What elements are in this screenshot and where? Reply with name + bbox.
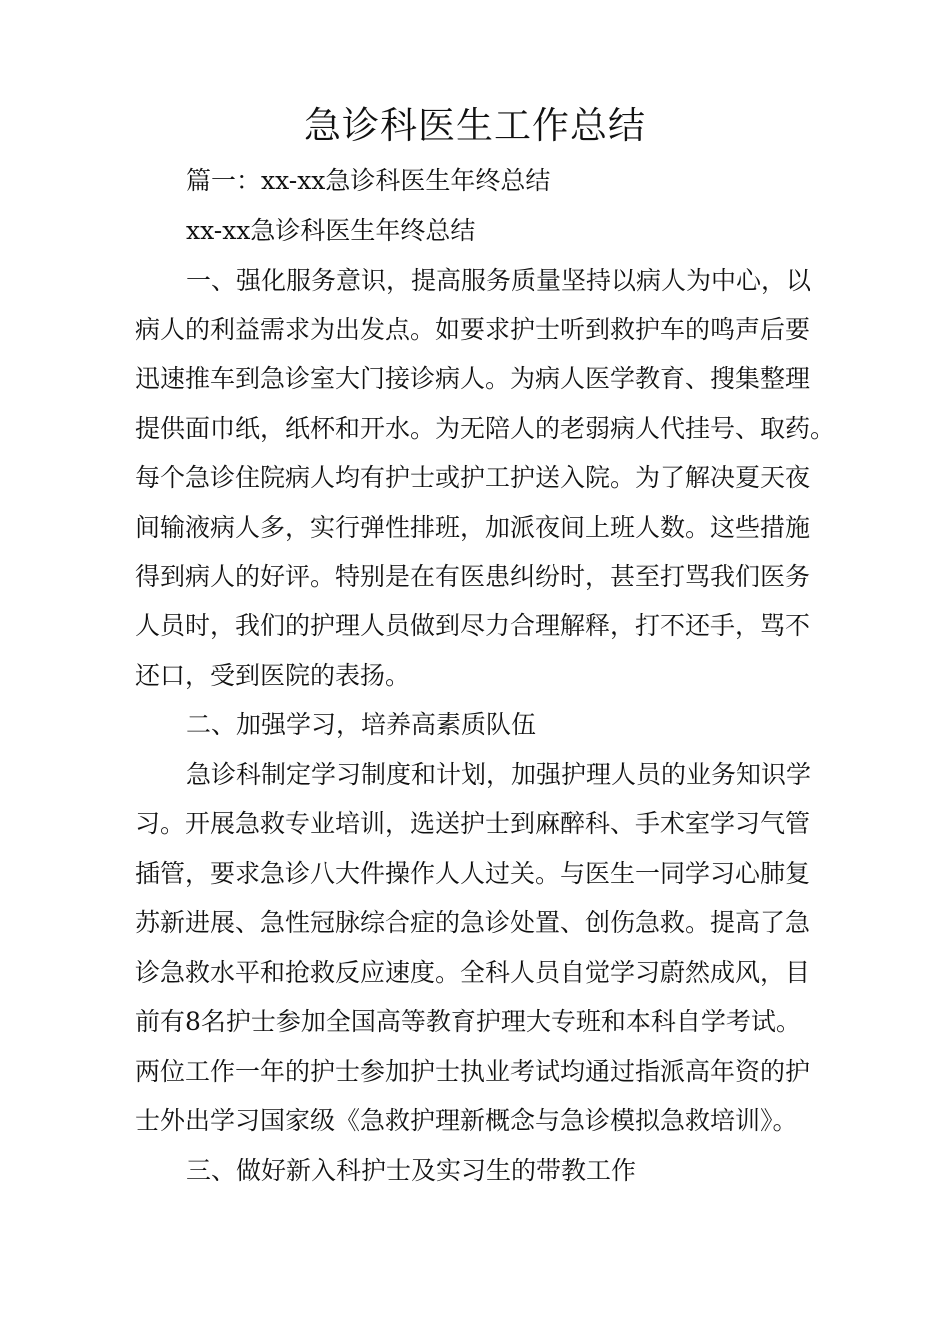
paragraph-line: 前有8名护士参加全国高等教育护理大专班和本科自学考试。 [135, 1007, 801, 1036]
document-title: 急诊科医生工作总结 [304, 104, 646, 147]
paragraph-line: 人员时，我们的护理人员做到尽力合理解释，打不还手，骂不 [135, 611, 811, 640]
paragraph-line: 急诊科制定学习制度和计划，加强护理人员的业务知识学 [186, 760, 812, 789]
paragraph-line: 间输液病人多，实行弹性排班，加派夜间上班人数。这些措施 [135, 513, 811, 542]
paragraph-line: 得到病人的好评。特别是在有医患纠纷时，甚至打骂我们医务 [135, 562, 811, 591]
paragraph-line: 插管，要求急诊八大件操作人人过关。与医生一同学习心肺复 [135, 859, 811, 888]
section-heading: 三、做好新入科护士及实习生的带教工作 [186, 1156, 637, 1185]
section-heading: xx-xx急诊科医生年终总结 [186, 216, 476, 245]
paragraph-line: 病人的利益需求为出发点。如要求护士听到救护车的鸣声后要 [135, 315, 811, 344]
paragraph-line: 士外出学习国家级《急救护理新概念与急诊模拟急救培训》。 [135, 1106, 798, 1135]
paragraph-line: 苏新进展、急性冠脉综合症的急诊处置、创伤急救。提高了急 [135, 908, 811, 937]
paragraph-line: 提供面巾纸，纸杯和开水。为无陪人的老弱病人代挂号、取药。 [135, 414, 836, 443]
paragraph-line: 迅速推车到急诊室大门接诊病人。为病人医学教育、搜集整理 [135, 364, 811, 393]
paragraph-line: 习。开展急救专业培训，选送护士到麻醉科、手术室学习气管 [135, 809, 811, 838]
paragraph-line: 还口，受到医院的表扬。 [135, 661, 411, 690]
paragraph-line: 两位工作一年的护士参加护士执业考试均通过指派高年资的护 [135, 1057, 811, 1086]
section-heading: 二、加强学习，培养高素质队伍 [186, 710, 537, 739]
paragraph-line: 诊急救水平和抢救反应速度。全科人员自觉学习蔚然成风，目 [135, 958, 811, 987]
paragraph-line: 一、强化服务意识，提高服务质量坚持以病人为中心，以 [186, 266, 812, 295]
subtitle-line: 篇一：xx-xx急诊科医生年终总结 [186, 166, 551, 195]
paragraph-line: 每个急诊住院病人均有护士或护工护送入院。为了解决夏天夜 [135, 463, 811, 492]
